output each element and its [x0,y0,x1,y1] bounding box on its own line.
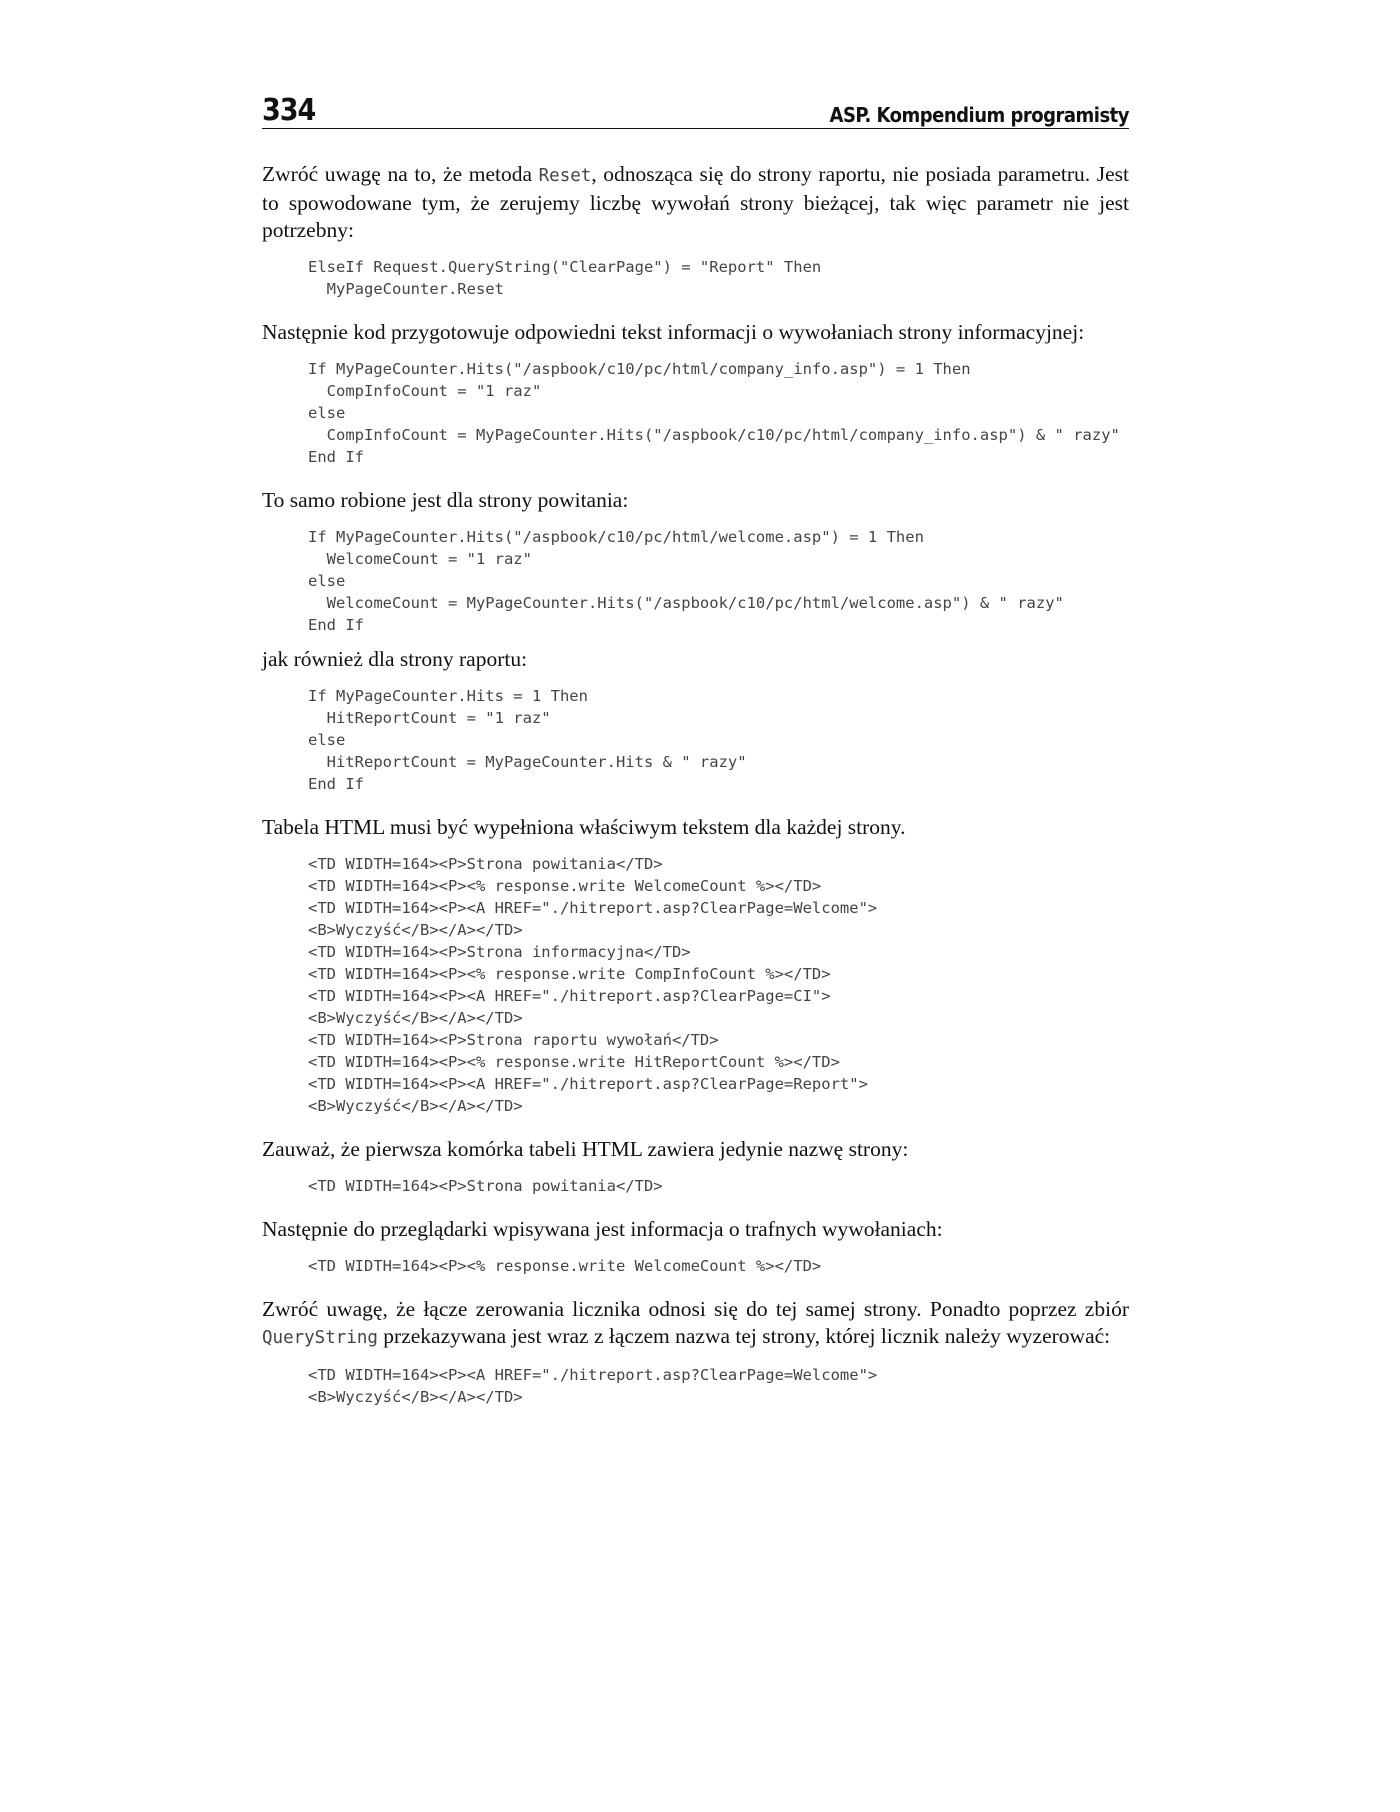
code-block-8: <TD WIDTH=164><P><A HREF="./hitreport.asp?ClearPage=Welcome"> <B>Wyczyść</B></A></TD> [308,1366,878,1406]
paragraph-6: Zauważ, że pierwsza komórka tabeli HTML zawiera jedynie nazwę strony: [262,1137,909,1161]
paragraph-1 [262,161,1129,244]
paragraph-1-text-b: , odnosząca się do strony raportu, nie posiada parametru. Jest to spowodowane tym, że zerujemy liczbę wywołań strony bieżącej, tak więc parametr nie jest potrzebny: [262,162,1130,242]
paragraph-1-text-a: Zwróć uwagę na to, że metoda [262,162,539,186]
inline-code-reset: Reset [538,166,592,186]
code-block-1: ElseIf Request.QueryString("ClearPage") = "Report" Then MyPageCounter.Reset [308,258,822,298]
inline-code-querystring: QueryString [262,1328,378,1348]
paragraph-5: Tabela HTML musi być wypełniona właściwym tekstem dla każdej strony. [262,815,906,839]
paragraph-7: Następnie do przeglądarki wpisywana jest informacja o trafnych wywołaniach: [262,1217,943,1241]
code-block-3: If MyPageCounter.Hits("/aspbook/c10/pc/html/welcome.asp") = 1 Then WelcomeCount = "1 raz" else WelcomeCount = MyPageCounter.Hits("/aspbook/c10/pc/html/welcome.asp") & " razy" End If [308,528,1064,634]
page-content [262,161,1129,1408]
code-block-6: <TD WIDTH=164><P>Strona powitania</TD> [308,1177,663,1195]
paragraph-8 [262,1296,1129,1352]
code-block-2: If MyPageCounter.Hits("/aspbook/c10/pc/html/company_info.asp") = 1 Then CompInfoCount = "1 raz" else CompInfoCount = MyPageCounter.Hits("/aspbook/c10/pc/html/company_info.asp") & " razy" End If [308,360,1120,466]
code-block-4: If MyPageCounter.Hits = 1 Then HitReportCount = "1 raz" else HitReportCount = MyPageCounter.Hits & " razy" End If [308,687,747,793]
running-title: ASP. Kompendium programisty [829,103,1129,127]
page-header [262,90,1129,129]
paragraph-3: To samo robione jest dla strony powitania: [262,488,629,512]
code-block-5: <TD WIDTH=164><P>Strona powitania</TD> <TD WIDTH=164><P><% response.write WelcomeCount %></TD> <TD WIDTH=164><P><A HREF="./hitreport.asp?ClearPage=Welcome"> <B>Wyczyść</B></A></TD> <TD WIDTH=164><P>Strona informacyjna</TD> <TD WIDTH=164><P><% response.write CompInfoCount %></TD> <TD WIDTH=164><P><A HREF="./hitreport.asp?ClearPage=CI"> <B>Wyczyść</B></A></TD> <TD WIDTH=164><P>Strona raportu wywołań</TD> <TD WIDTH=164><P><% response.write HitReportCount %></TD> <TD WIDTH=164><P><A HREF="./hitreport.asp?ClearPage=Report"> <B>Wyczyść</B></A></TD> [308,855,878,1115]
paragraph-2: Następnie kod przygotowuje odpowiedni tekst informacji o wywołaniach strony informacyjnej: [262,320,1085,344]
book-page [262,90,1129,1408]
code-block-7: <TD WIDTH=164><P><% response.write WelcomeCount %></TD> [308,1257,822,1275]
paragraph-8-text-a: Zwróć uwagę, że łącze zerowania licznika odnosi się do tej samej strony. Ponadto poprzez zbiór [262,1297,1129,1321]
paragraph-4: jak również dla strony raportu: [262,647,528,671]
page-number: 334 [262,93,316,128]
paragraph-8-text-b: przekazywana jest wraz z łączem nazwa tej strony, której licznik należy wyzerować: [377,1324,1111,1348]
